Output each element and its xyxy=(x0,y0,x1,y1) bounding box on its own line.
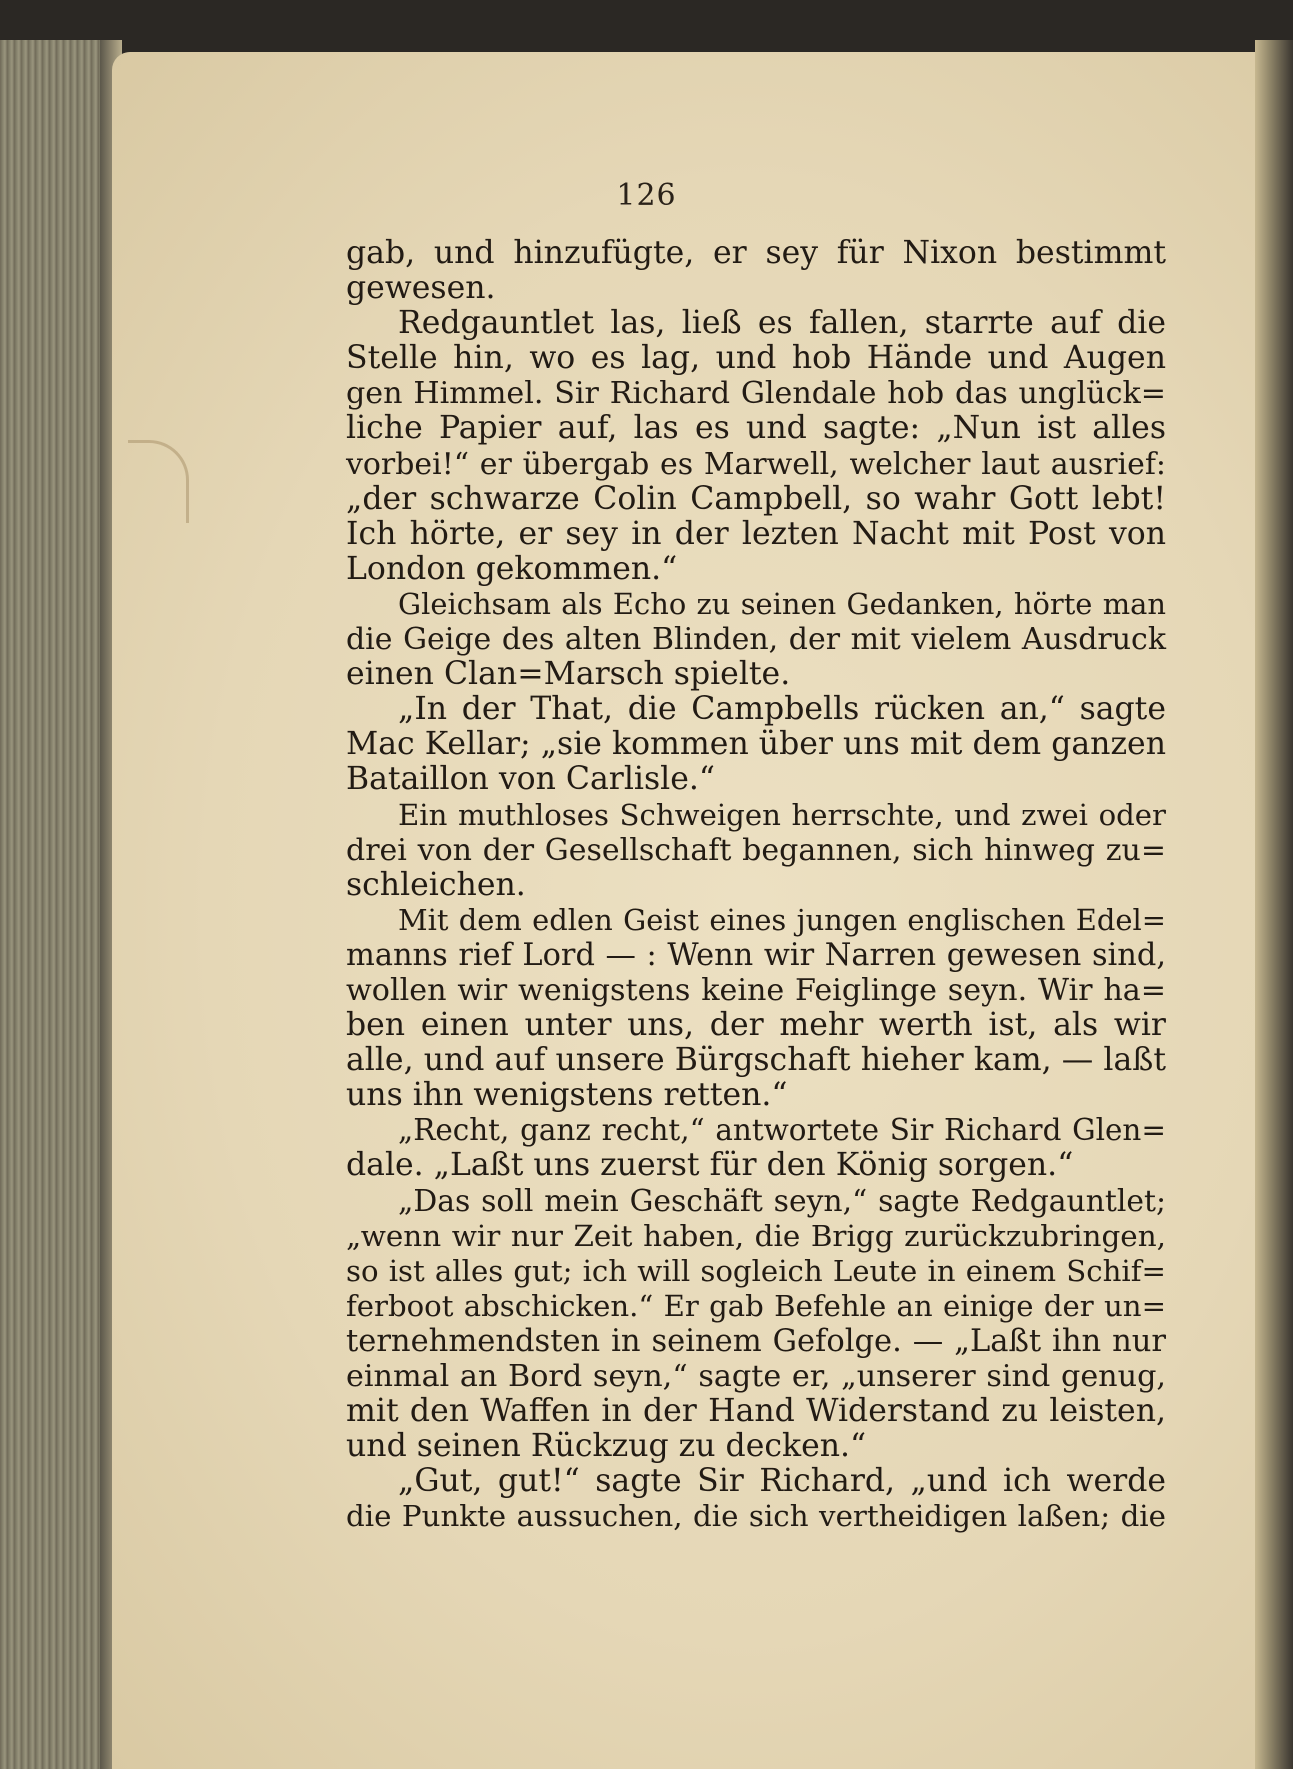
page-gutter xyxy=(1255,40,1293,1769)
text-line: ternehmendsten in seinem Gefolge. — „Laßt ihn nur xyxy=(346,1323,1166,1359)
text-line: London gekommen.“ xyxy=(346,550,678,587)
scan-background xyxy=(0,0,1293,58)
page-text xyxy=(346,236,1166,1534)
text-line: einmal an Bord seyn,“ sagte er, „unserer sind genug, xyxy=(346,1359,1166,1394)
text-line: uns ihn wenigstens retten.“ xyxy=(346,1077,788,1114)
text-line: ferboot abschicken.“ Er gab Befehle an einige der un= xyxy=(346,1288,1166,1323)
text-line: „Recht, ganz recht,“ antwortete Sir Richard Glen= xyxy=(398,1113,1166,1148)
text-line: die Punkte aussuchen, die sich vertheidigen laßen; die xyxy=(346,1499,1166,1534)
text-line: „wenn wir nur Zeit haben, die Brigg zurückzubringen, xyxy=(346,1218,1166,1253)
text-line: „Gut, gut!“ sagte Sir Richard, „und ich werde xyxy=(398,1463,1166,1500)
text-line: und seinen Rückzug zu decken.“ xyxy=(346,1428,867,1465)
text-line: Mac Kellar; „sie kommen über uns mit dem ganzen xyxy=(346,726,1166,763)
text-line: Mit dem edlen Geist eines jungen englischen Edel= xyxy=(398,902,1166,937)
text-line: ben einen unter uns, der mehr werth ist, als wir xyxy=(346,1007,1166,1044)
text-line: „der schwarze Colin Campbell, so wahr Gott lebt! xyxy=(346,480,1166,517)
text-line: „In der That, die Campbells rücken an,“ sagte xyxy=(398,691,1166,728)
text-line: vorbei!“ er übergab es Marwell, welcher laut ausrief: xyxy=(346,446,1166,482)
text-line: Ein muthloses Schweigen herrschte, und zwei oder xyxy=(398,797,1166,832)
text-line: gen Himmel. Sir Richard Glendale hob das unglück= xyxy=(346,376,1166,412)
text-line: Gleichsam als Echo zu seinen Gedanken, hörte man xyxy=(398,586,1166,621)
text-line: alle, und auf unsere Bürgschaft hieher kam, — laßt xyxy=(346,1042,1166,1079)
text-line: liche Papier auf, las es und sagte: „Nun ist alles xyxy=(346,410,1166,447)
text-line: Stelle hin, wo es lag, und hob Hände und Augen xyxy=(346,340,1166,377)
text-line: so ist alles gut; ich will sogleich Leute in einem Schif= xyxy=(346,1253,1166,1288)
text-line: gab, und hinzufügte, er sey für Nixon bestimmt xyxy=(346,235,1166,271)
text-line: „Das soll mein Geschäft seyn,“ sagte Redgauntlet; xyxy=(398,1183,1166,1219)
page-edges xyxy=(0,40,110,1769)
text-line: die Geige des alten Blinden, der mit vielem Ausdruck xyxy=(346,622,1166,658)
text-line: gewesen. xyxy=(346,270,496,307)
text-line: Bataillon von Carlisle.“ xyxy=(346,761,716,798)
text-line: einen Clan=Marsch spielte. xyxy=(346,656,791,693)
text-line: mit den Waffen in der Hand Widerstand zu leisten, xyxy=(346,1393,1166,1430)
text-line: manns rief Lord — : Wenn wir Narren gewesen sind, xyxy=(346,937,1166,973)
text-line: wollen wir wenigstens keine Feiglinge seyn. Wir ha= xyxy=(346,972,1166,1008)
page-number: 126 xyxy=(616,178,677,213)
text-line: drei von der Gesellschaft begannen, sich hinweg zu= xyxy=(346,832,1166,868)
text-line: Redgauntlet las, ließ es fallen, starrte auf die xyxy=(398,305,1166,342)
text-line: schleichen. xyxy=(346,866,526,903)
text-line: dale. „Laßt uns zuerst für den König sorgen.“ xyxy=(346,1147,1074,1184)
text-line: Ich hörte, er sey in der lezten Nacht mit Post von xyxy=(346,515,1166,552)
